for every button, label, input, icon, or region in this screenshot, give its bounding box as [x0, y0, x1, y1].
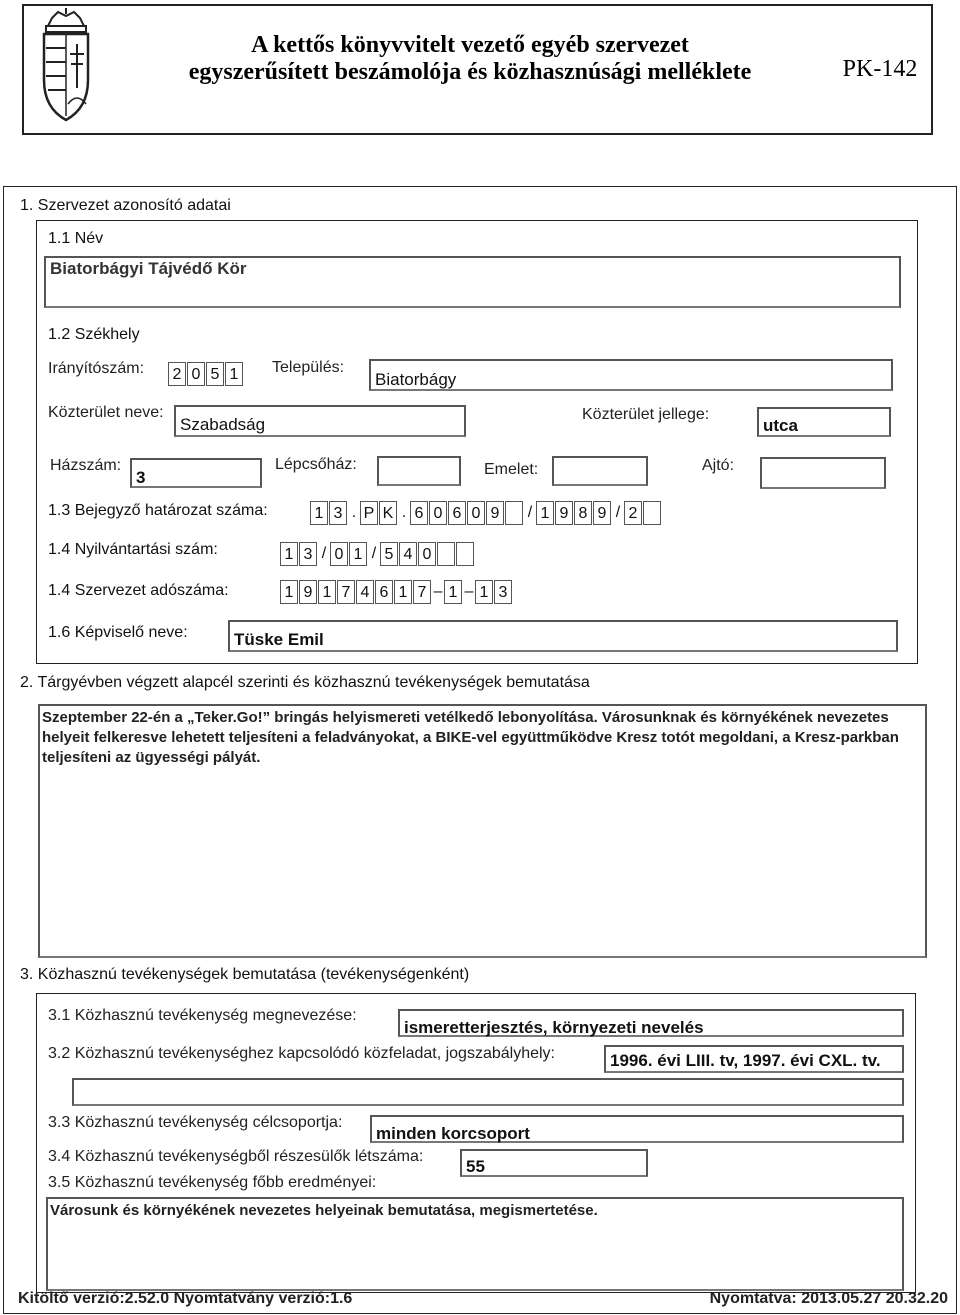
digit-cell[interactable]: 1	[318, 580, 336, 604]
tax-label: 1.4 Szervezet adószáma:	[48, 582, 229, 599]
tax-number-cells[interactable]	[280, 580, 513, 604]
digit-cell[interactable]: 1	[280, 580, 298, 604]
legal-label: 3.2 Közhasznú tevékenységhez kapcsolódó közfeladat, jogszabályhely:	[48, 1045, 555, 1062]
postcode-cells[interactable]	[168, 362, 244, 386]
activity-field[interactable]: ismeretterjesztés, környezeti nevelés	[398, 1009, 904, 1037]
separator: /	[321, 545, 327, 562]
separator: –	[433, 583, 443, 600]
digit-cell[interactable]: 1	[280, 542, 298, 566]
floor-label: Emelet:	[484, 461, 539, 478]
legal-field[interactable]: 1996. évi LIII. tv, 1997. évi CXL. tv.	[604, 1045, 904, 1073]
street-label: Közterület neve:	[48, 404, 164, 421]
digit-cell[interactable]: 3	[299, 542, 317, 566]
legal-extra-field[interactable]	[72, 1078, 904, 1106]
digit-cell[interactable]: 6	[375, 580, 393, 604]
registry-number-cells[interactable]	[280, 542, 475, 566]
form-title-line2: egyszerűsített beszámolója és közhasznúsági melléklete	[188, 59, 752, 85]
separator: /	[615, 504, 621, 521]
digit-cell[interactable]: 8	[574, 501, 592, 525]
footer-print-date: Nyomtatva: 2013.05.27 20.32.20	[709, 1290, 948, 1307]
digit-cell[interactable]: 6	[448, 501, 466, 525]
city-field[interactable]: Biatorbágy	[369, 359, 893, 391]
digit-cell[interactable]	[437, 542, 455, 566]
house-field[interactable]: 3	[130, 458, 262, 488]
decision-number-cells[interactable]	[310, 501, 662, 525]
digit-cell[interactable]: 3	[494, 580, 512, 604]
postcode-digit[interactable]: 1	[225, 362, 243, 386]
target-label: 3.3 Közhasznú tevékenység célcsoportja:	[48, 1114, 343, 1131]
digit-cell[interactable]: 1	[536, 501, 554, 525]
digit-cell[interactable]: 1	[349, 542, 367, 566]
digit-cell[interactable]: 0	[429, 501, 447, 525]
section2-heading: 2. Tárgyévben végzett alapcél szerinti és közhasznú tevékenységek bemutatása	[20, 674, 590, 691]
digit-cell[interactable]: 2	[624, 501, 642, 525]
results-label: 3.5 Közhasznú tevékenység főbb eredményei:	[48, 1174, 377, 1191]
digit-cell[interactable]: 1	[394, 580, 412, 604]
target-field[interactable]: minden korcsoport	[370, 1115, 904, 1143]
digit-cell[interactable]: 0	[467, 501, 485, 525]
separator: .	[401, 504, 407, 521]
postcode-digit[interactable]: 2	[168, 362, 186, 386]
floor-field[interactable]	[552, 456, 648, 486]
footer-version: Kitöltő verzió:2.52.0 Nyomtatvány verzió:1.6	[18, 1290, 353, 1307]
digit-cell[interactable]: 6	[410, 501, 428, 525]
coat-of-arms-icon	[32, 8, 100, 126]
digit-cell[interactable]: 7	[413, 580, 431, 604]
form-title-line1: A kettős könyvvitelt vezető egyéb szervezet	[251, 32, 689, 58]
name-field[interactable]: Biatorbágyi Tájvédő Kör	[44, 256, 901, 308]
activity-label: 3.1 Közhasznú tevékenység megnevezése:	[48, 1007, 357, 1024]
stair-field[interactable]	[377, 456, 461, 486]
form-title	[110, 32, 830, 86]
results-textarea[interactable]: Városunk és környékének nevezetes helyeinak bemutatása, megismertetése.	[46, 1197, 904, 1291]
digit-cell[interactable]: 1	[310, 501, 328, 525]
registry-label: 1.4 Nyilvántartási szám:	[48, 541, 218, 558]
rep-label: 1.6 Képviselő neve:	[48, 624, 188, 641]
separator: /	[527, 504, 533, 521]
digit-cell[interactable]: 9	[486, 501, 504, 525]
form-code: PK-142	[842, 56, 918, 82]
separator: –	[464, 583, 474, 600]
digit-cell[interactable]: 1	[444, 580, 462, 604]
digit-cell[interactable]: 5	[380, 542, 398, 566]
digit-cell[interactable]: 4	[356, 580, 374, 604]
street-type-label: Közterület jellege:	[582, 406, 710, 423]
section3-heading: 3. Közhasznú tevékenységek bemutatása (tevékenységenként)	[20, 966, 470, 983]
digit-cell[interactable]	[456, 542, 474, 566]
name-label: 1.1 Név	[48, 230, 104, 247]
door-field[interactable]	[760, 457, 886, 489]
street-type-field[interactable]: utca	[757, 407, 891, 437]
postcode-label: Irányítószám:	[48, 360, 145, 377]
participants-label: 3.4 Közhasznú tevékenységből részesülők létszáma:	[48, 1148, 424, 1165]
postcode-digit[interactable]: 5	[206, 362, 224, 386]
house-label: Házszám:	[50, 457, 122, 474]
digit-cell[interactable]	[643, 501, 661, 525]
print-footer	[18, 1290, 948, 1308]
digit-cell[interactable]: 1	[475, 580, 493, 604]
digit-cell[interactable]: 9	[555, 501, 573, 525]
digit-cell[interactable]: 7	[337, 580, 355, 604]
stair-label: Lépcsőház:	[275, 456, 357, 473]
activities-textarea[interactable]: Szeptember 22-én a „Teker.Go!” bringás helyismereti vetélkedő lebonyolítása. Városunknak és környékének nevezetes helyeit felkeresve lehetett teljesíteni a feladványokat, a BIKE-vel együttműködve Kresz totót megoldani, a Kresz-parkban teljesíteni az ügyességi pályát.	[38, 704, 927, 958]
digit-cell[interactable]: 3	[329, 501, 347, 525]
digit-cell[interactable]	[505, 501, 523, 525]
rep-field[interactable]: Tüske Emil	[228, 620, 898, 652]
digit-cell[interactable]: 0	[418, 542, 436, 566]
postcode-digit[interactable]: 0	[187, 362, 205, 386]
city-label: Település:	[272, 359, 345, 376]
section1-heading: 1. Szervezet azonosító adatai	[20, 197, 231, 214]
seat-label: 1.2 Székhely	[48, 326, 140, 343]
decision-label: 1.3 Bejegyző határozat száma:	[48, 502, 268, 519]
door-label: Ajtó:	[702, 457, 735, 474]
digit-cell[interactable]: P	[360, 501, 378, 525]
digit-cell[interactable]: 0	[330, 542, 348, 566]
digit-cell[interactable]: 4	[399, 542, 417, 566]
separator: .	[351, 504, 357, 521]
digit-cell[interactable]: 9	[299, 580, 317, 604]
digit-cell[interactable]: K	[379, 501, 397, 525]
digit-cell[interactable]: 9	[593, 501, 611, 525]
participants-field[interactable]: 55	[460, 1149, 648, 1177]
street-field[interactable]: Szabadság	[174, 405, 466, 437]
separator: /	[371, 545, 377, 562]
